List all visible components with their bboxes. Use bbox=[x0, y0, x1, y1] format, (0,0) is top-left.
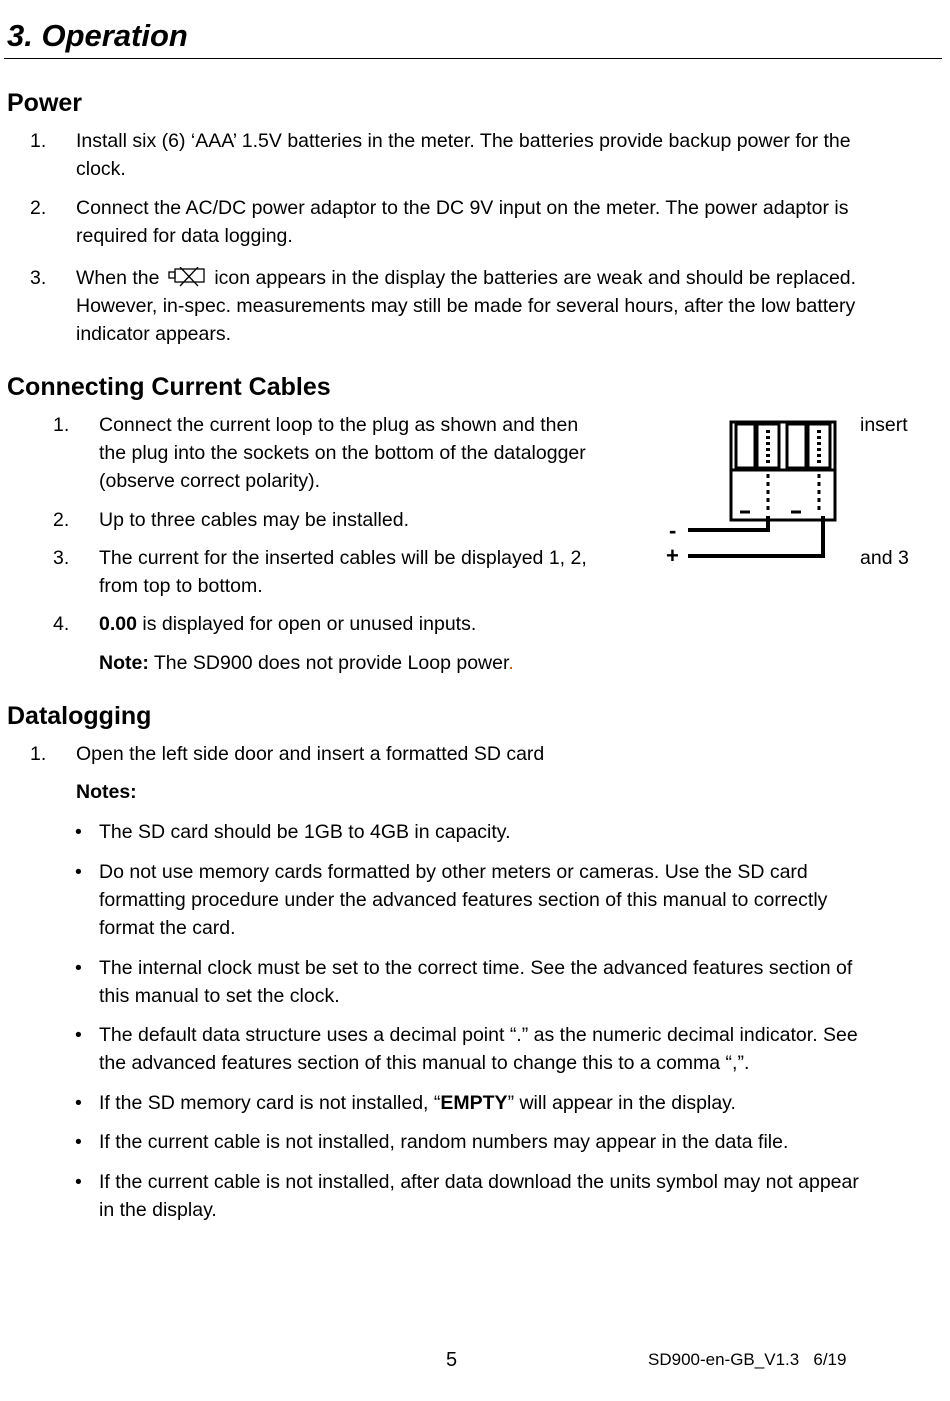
bullet-text: the advanced features section of this manual to change this to a comma “,”. bbox=[99, 1052, 750, 1074]
datalogging-heading: Datalogging bbox=[7, 702, 152, 730]
item-text-line: from top to bottom. bbox=[99, 575, 263, 597]
item-number: 3. bbox=[53, 547, 70, 569]
bullet-dot: • bbox=[75, 1092, 82, 1114]
item-number: 1. bbox=[30, 743, 47, 765]
item-text-line: Open the left side door and insert a formatted SD card bbox=[76, 743, 545, 765]
item-text-line: indicator appears. bbox=[76, 323, 232, 345]
plug-polarity-diagram bbox=[660, 410, 850, 570]
item-text-line: required for data logging. bbox=[76, 225, 293, 247]
bullet-text-pre: If the SD memory card is not installed, “ bbox=[99, 1092, 441, 1114]
note-label: Note: bbox=[99, 652, 149, 674]
bullet-text: format the card. bbox=[99, 917, 236, 939]
notes-label: Notes: bbox=[76, 781, 137, 803]
item-text-line: Install six (6) ‘AAA’ 1.5V batteries in the meter. The batteries provide backup power for the bbox=[76, 130, 851, 152]
current-cables-heading: Connecting Current Cables bbox=[7, 373, 331, 401]
minus-label: - bbox=[669, 518, 677, 543]
power-item-1 bbox=[0, 127, 950, 187]
item-number: 2. bbox=[30, 197, 47, 219]
bullet-dot: • bbox=[75, 1131, 82, 1153]
cables-item-1 bbox=[0, 411, 650, 501]
bullet-text: The default data structure uses a decimal point “.” as the numeric decimal indicator. See bbox=[99, 1024, 858, 1046]
bullet-text: The internal clock must be set to the correct time. See the advanced features section of bbox=[99, 957, 853, 979]
datalogging-item-1 bbox=[0, 740, 950, 770]
bullet-dot: • bbox=[75, 1024, 82, 1046]
item-number: 1. bbox=[53, 414, 70, 436]
item-text-pre: When the bbox=[76, 267, 160, 289]
item-text-line: Connect the current loop to the plug as shown and then bbox=[99, 414, 579, 436]
item-text-rest: is displayed for open or unused inputs. bbox=[136, 613, 477, 635]
bullet-text: If the current cable is not installed, after data download the units symbol may not appear bbox=[99, 1171, 859, 1193]
bullet-text: formatting procedure under the advanced features section of this manual to correctly bbox=[99, 889, 828, 911]
power-item-3 bbox=[0, 264, 950, 354]
item-number: 1. bbox=[30, 130, 47, 152]
heading-rule bbox=[4, 58, 942, 59]
bullet-text: this manual to set the clock. bbox=[99, 985, 340, 1007]
bullet-text: Do not use memory cards formatted by other meters or cameras. Use the SD card bbox=[99, 861, 808, 883]
item-text-line: the plug into the sockets on the bottom of the datalogger bbox=[99, 442, 586, 464]
bullet-text: If the current cable is not installed, random numbers may appear in the data file. bbox=[99, 1131, 789, 1153]
cables-item-4 bbox=[0, 610, 650, 640]
power-heading: Power bbox=[7, 89, 83, 117]
cables-item-2 bbox=[0, 506, 650, 536]
bullet-text-post: ” will appear in the display. bbox=[507, 1092, 736, 1114]
item-text-line: (observe correct polarity). bbox=[99, 470, 321, 492]
item-text-line: The current for the inserted cables will be displayed 1, 2, bbox=[99, 547, 587, 569]
bullet-dot: • bbox=[75, 821, 82, 843]
side-text-and-3: and 3 bbox=[860, 547, 909, 569]
bullet-text bbox=[99, 1089, 939, 1117]
side-text-insert: insert bbox=[860, 414, 908, 436]
item-text-line bbox=[99, 610, 476, 638]
item-text-line bbox=[76, 264, 944, 292]
document-id: SD900-en-GB_V1.3 6/19 bbox=[648, 1350, 847, 1369]
main-heading: 3. Operation bbox=[7, 18, 188, 53]
item-text-post: icon appears in the display the batteries are weak and should be replaced. bbox=[214, 267, 857, 289]
cables-item-3 bbox=[0, 544, 650, 604]
item-text-line: Connect the AC/DC power adaptor to the DC 9V input on the meter. The power adaptor is bbox=[76, 197, 849, 219]
note-period: . bbox=[508, 652, 514, 674]
item-number: 2. bbox=[53, 509, 70, 531]
item-text-line: clock. bbox=[76, 158, 126, 180]
bullet-text: The SD card should be 1GB to 4GB in capacity. bbox=[99, 821, 511, 843]
item-number: 4. bbox=[53, 613, 70, 635]
bullet-text: in the display. bbox=[99, 1199, 217, 1221]
item-number: 3. bbox=[30, 267, 47, 289]
low-battery-icon bbox=[167, 267, 207, 287]
bullet-dot: • bbox=[75, 1171, 82, 1193]
loop-power-note bbox=[99, 649, 514, 677]
plus-label: + bbox=[666, 543, 679, 568]
item-bold-value: 0.00 bbox=[99, 613, 137, 635]
item-text-line: Up to three cables may be installed. bbox=[99, 509, 410, 531]
note-text: The SD900 does not provide Loop power bbox=[148, 652, 509, 674]
bullet-dot: • bbox=[75, 957, 82, 979]
page-number: 5 bbox=[446, 1349, 458, 1371]
item-text-line: However, in-spec. measurements may still be made for several hours, after the low battery bbox=[76, 295, 856, 317]
power-item-2 bbox=[0, 194, 950, 254]
empty-indicator: EMPTY bbox=[440, 1092, 508, 1114]
bullet-dot: • bbox=[75, 861, 82, 883]
